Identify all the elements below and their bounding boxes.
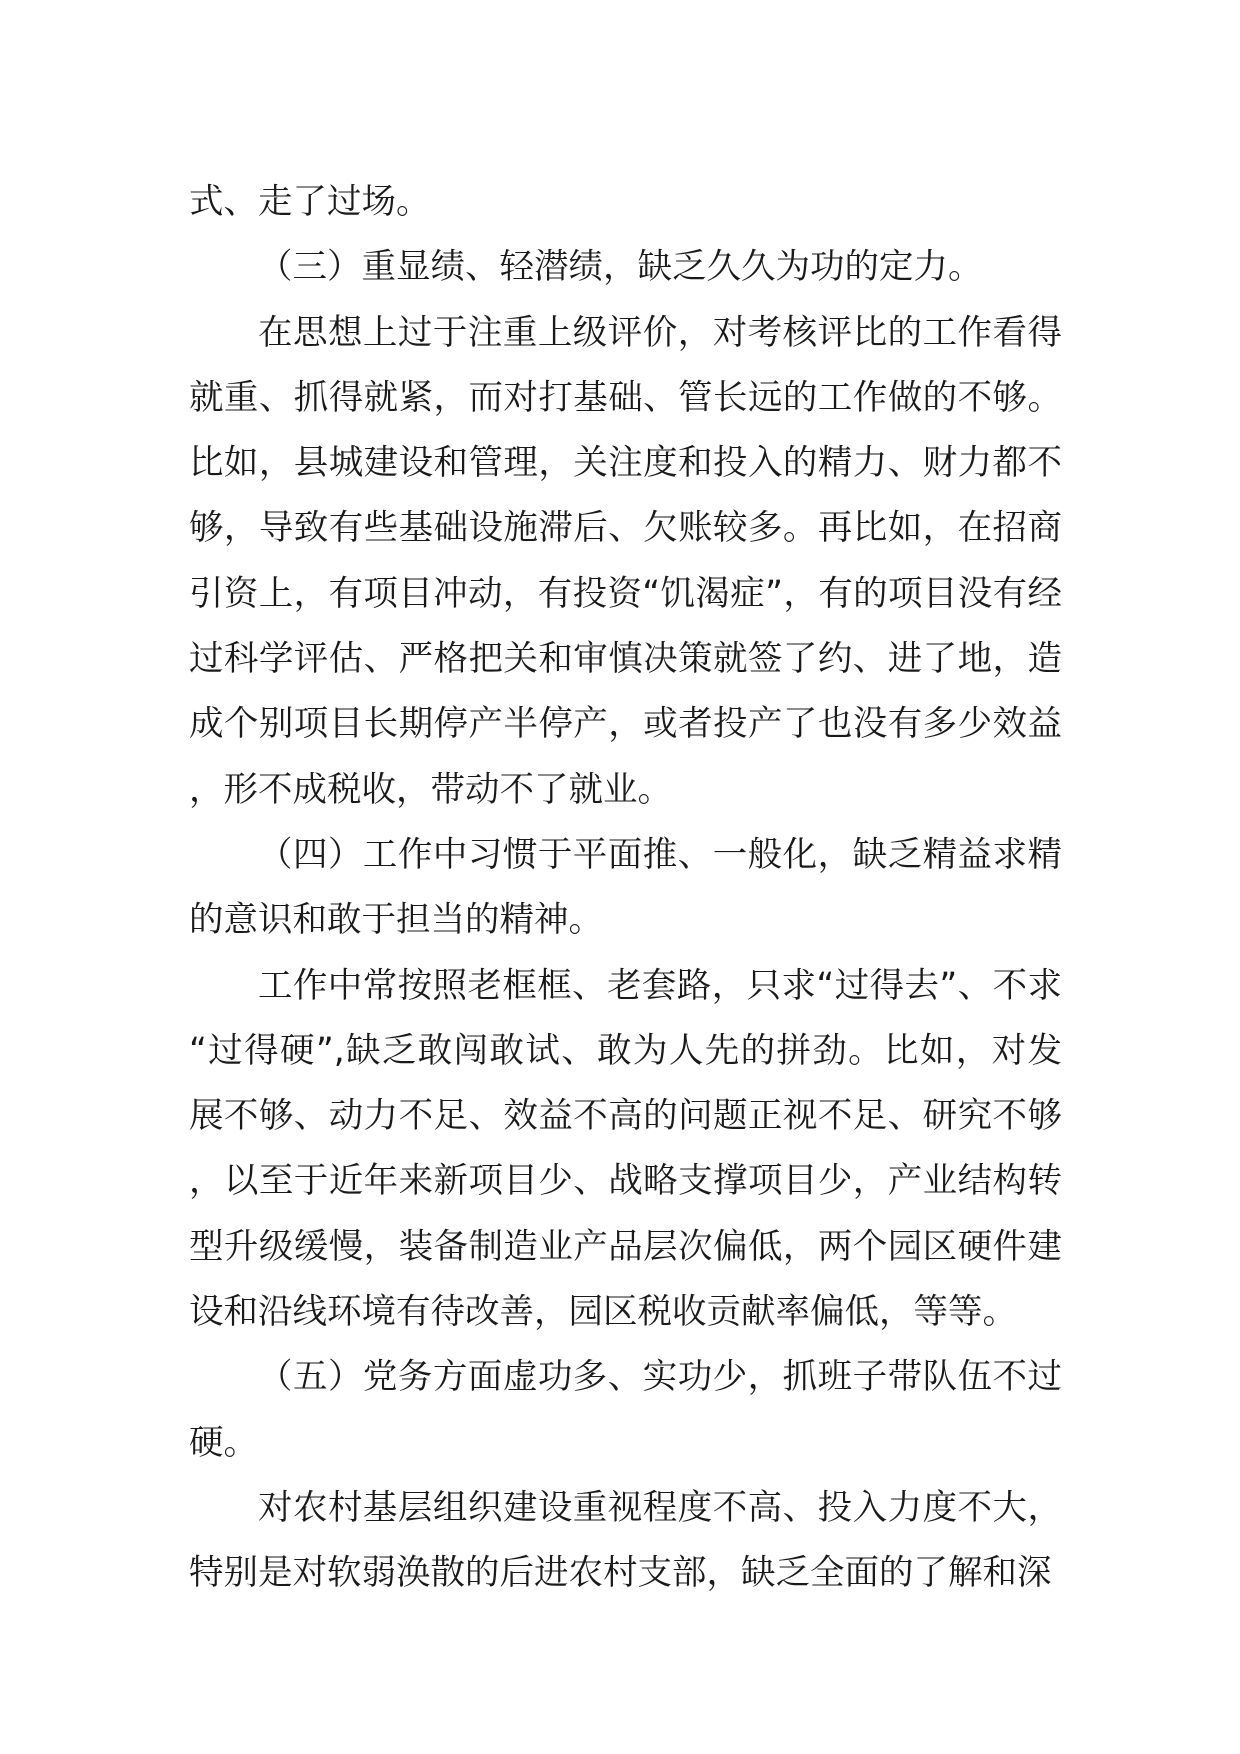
section-heading-four: （四）工作中习惯于平面推、一般化，缺乏精益求精的意识和敢于担当的精神。 — [189, 834, 1062, 941]
paragraph-continuation: 式、走了过场。 — [189, 182, 431, 222]
section-heading-five: （五）党务方面虚功多、实功少，抓班子带队伍不过硬。 — [189, 1357, 1062, 1463]
paragraph-body: 对农村基层组织建设重视程度不高、投入力度不大，特别是对软弱涣散的后进农村支部，缺乏全面的了解和深 — [189, 1487, 1062, 1594]
section-heading-three: （三）重显绩、轻潜绩，缺乏久久为功的定力。 — [258, 247, 983, 288]
paragraph-body: 工作中常按照老框框、老套路，只求“过得去”、不求“过得硬”,缺乏敢闯敢试、敢为人先的拼劲。比如，对发展不够、动力不足、效益不高的问题正视不足、研究不够，以至于近年来新项目少、战略支撑项目少，产业结构转型升级缓慢，装备制造业产品层次偏低，两个园区硬件建设和沿线环境有待改善，园区税收贡献率偏低，等等。 — [189, 965, 1062, 1333]
paragraph-body: 在思想上过于注重上级评价，对考核评比的工作看得就重、抓得就紧，而对打基础、管长远的工作做的不够。比如，县城建设和管理，关注度和投入的精力、财力都不够，导致有些基础设施滞后、欠账较多。再比如，在招商引资上，有项目冲动，有投资“饥渴症”，有的项目没有经过科学评估、严格把关和审慎决策就签了约、进了地，造成个别项目长期停产半停产，或者投产了也没有多少效益，形不成税收，带动不了就业。 — [189, 312, 1062, 810]
document-body — [189, 170, 1062, 1607]
